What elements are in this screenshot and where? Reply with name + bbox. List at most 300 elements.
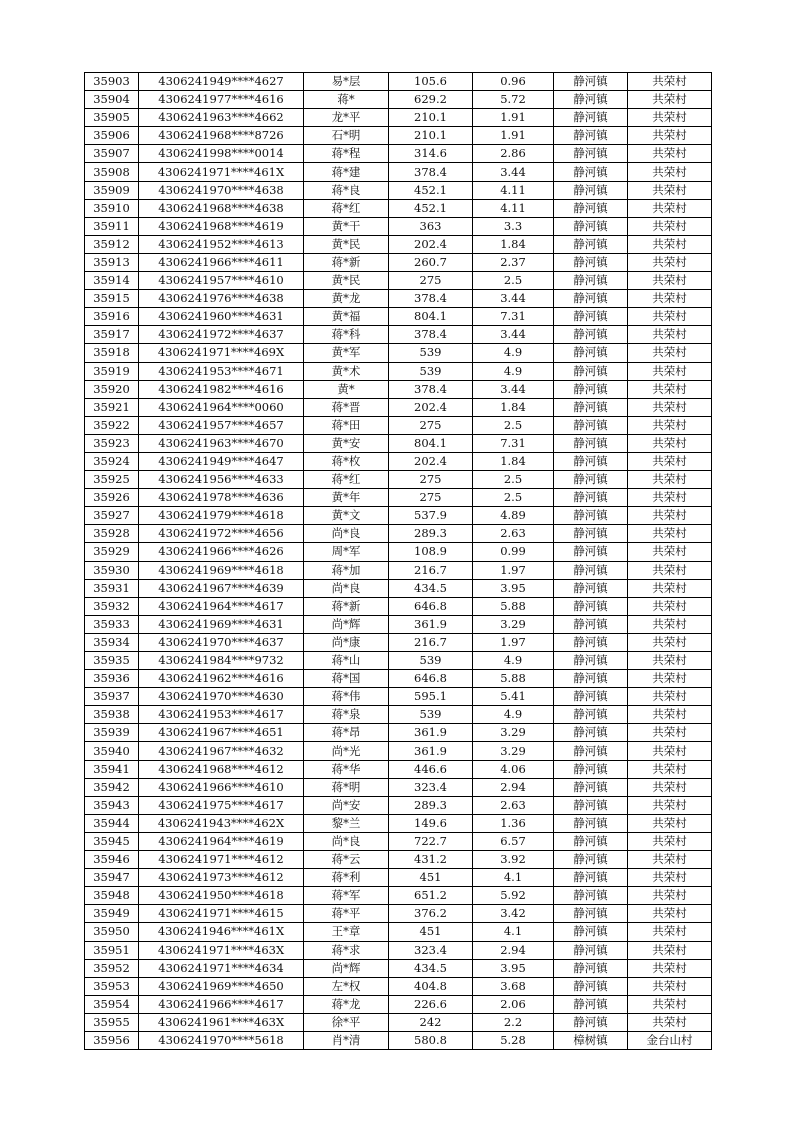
amount-cell: 314.6 <box>389 145 473 163</box>
serial-number-cell: 35911 <box>85 217 139 235</box>
village-cell: 共荣村 <box>628 851 712 869</box>
id-number-cell: 4306241971****4615 <box>139 905 304 923</box>
id-number-cell: 4306241949****4627 <box>139 73 304 91</box>
amount-cell: 242 <box>389 1013 473 1031</box>
table-row <box>85 869 712 887</box>
amount-cell: 323.4 <box>389 941 473 959</box>
village-cell: 共荣村 <box>628 959 712 977</box>
area-cell: 3.29 <box>473 724 554 742</box>
village-cell: 共荣村 <box>628 977 712 995</box>
id-number-cell: 4306241970****5618 <box>139 1031 304 1049</box>
table-row <box>85 851 712 869</box>
amount-cell: 108.9 <box>389 543 473 561</box>
town-cell: 静河镇 <box>554 814 628 832</box>
id-number-cell: 4306241964****0060 <box>139 398 304 416</box>
serial-number-cell: 35931 <box>85 579 139 597</box>
village-cell: 共荣村 <box>628 380 712 398</box>
name-cell: 黄*福 <box>304 308 389 326</box>
area-cell: 5.92 <box>473 887 554 905</box>
amount-cell: 289.3 <box>389 525 473 543</box>
village-cell: 共荣村 <box>628 362 712 380</box>
id-number-cell: 4306241969****4631 <box>139 615 304 633</box>
id-number-cell: 4306241968****4638 <box>139 199 304 217</box>
area-cell: 5.72 <box>473 91 554 109</box>
town-cell: 静河镇 <box>554 73 628 91</box>
table-row <box>85 814 712 832</box>
town-cell: 静河镇 <box>554 290 628 308</box>
town-cell: 静河镇 <box>554 633 628 651</box>
amount-cell: 275 <box>389 489 473 507</box>
amount-cell: 434.5 <box>389 959 473 977</box>
table-row <box>85 181 712 199</box>
area-cell: 1.97 <box>473 633 554 651</box>
village-cell: 共荣村 <box>628 416 712 434</box>
name-cell: 尚*安 <box>304 796 389 814</box>
village-cell: 共荣村 <box>628 706 712 724</box>
name-cell: 左*权 <box>304 977 389 995</box>
table-row <box>85 923 712 941</box>
id-number-cell: 4306241968****4619 <box>139 217 304 235</box>
serial-number-cell: 35903 <box>85 73 139 91</box>
amount-cell: 361.9 <box>389 615 473 633</box>
table-row <box>85 199 712 217</box>
name-cell: 蒋*龙 <box>304 995 389 1013</box>
name-cell: 黄*军 <box>304 344 389 362</box>
name-cell: 蒋*明 <box>304 778 389 796</box>
amount-cell: 629.2 <box>389 91 473 109</box>
village-cell: 共荣村 <box>628 796 712 814</box>
name-cell: 尚*康 <box>304 633 389 651</box>
id-number-cell: 4306241970****4638 <box>139 181 304 199</box>
village-cell: 共荣村 <box>628 326 712 344</box>
serial-number-cell: 35907 <box>85 145 139 163</box>
town-cell: 静河镇 <box>554 525 628 543</box>
table-row <box>85 163 712 181</box>
serial-number-cell: 35923 <box>85 434 139 452</box>
area-cell: 4.9 <box>473 362 554 380</box>
amount-cell: 210.1 <box>389 127 473 145</box>
area-cell: 2.5 <box>473 471 554 489</box>
area-cell: 2.5 <box>473 489 554 507</box>
name-cell: 蒋*华 <box>304 760 389 778</box>
area-cell: 1.97 <box>473 561 554 579</box>
area-cell: 5.41 <box>473 688 554 706</box>
amount-cell: 378.4 <box>389 326 473 344</box>
town-cell: 静河镇 <box>554 181 628 199</box>
town-cell: 静河镇 <box>554 127 628 145</box>
village-cell: 共荣村 <box>628 760 712 778</box>
area-cell: 4.1 <box>473 869 554 887</box>
name-cell: 蒋*晋 <box>304 398 389 416</box>
area-cell: 3.3 <box>473 217 554 235</box>
id-number-cell: 4306241998****0014 <box>139 145 304 163</box>
village-cell: 共荣村 <box>628 814 712 832</box>
village-cell: 共荣村 <box>628 742 712 760</box>
village-cell: 共荣村 <box>628 543 712 561</box>
town-cell: 静河镇 <box>554 308 628 326</box>
amount-cell: 646.8 <box>389 597 473 615</box>
amount-cell: 434.5 <box>389 579 473 597</box>
town-cell: 静河镇 <box>554 796 628 814</box>
amount-cell: 451 <box>389 869 473 887</box>
name-cell: 蒋*田 <box>304 416 389 434</box>
village-cell: 共荣村 <box>628 235 712 253</box>
area-cell: 2.63 <box>473 525 554 543</box>
village-cell: 共荣村 <box>628 91 712 109</box>
area-cell: 7.31 <box>473 308 554 326</box>
village-cell: 共荣村 <box>628 217 712 235</box>
table-row <box>85 796 712 814</box>
village-cell: 共荣村 <box>628 688 712 706</box>
table-row <box>85 543 712 561</box>
table-row <box>85 778 712 796</box>
village-cell: 共荣村 <box>628 290 712 308</box>
serial-number-cell: 35934 <box>85 633 139 651</box>
area-cell: 7.31 <box>473 434 554 452</box>
table-row <box>85 73 712 91</box>
name-cell: 黄*年 <box>304 489 389 507</box>
town-cell: 静河镇 <box>554 1013 628 1031</box>
town-cell: 静河镇 <box>554 163 628 181</box>
id-number-cell: 4306241961****463X <box>139 1013 304 1031</box>
id-number-cell: 4306241957****4610 <box>139 272 304 290</box>
id-number-cell: 4306241967****4651 <box>139 724 304 742</box>
name-cell: 蒋*加 <box>304 561 389 579</box>
amount-cell: 539 <box>389 344 473 362</box>
name-cell: 蒋*军 <box>304 887 389 905</box>
serial-number-cell: 35953 <box>85 977 139 995</box>
table-row <box>85 344 712 362</box>
town-cell: 静河镇 <box>554 217 628 235</box>
table-row <box>85 995 712 1013</box>
amount-cell: 363 <box>389 217 473 235</box>
serial-number-cell: 35917 <box>85 326 139 344</box>
id-number-cell: 4306241975****4617 <box>139 796 304 814</box>
town-cell: 静河镇 <box>554 959 628 977</box>
area-cell: 6.57 <box>473 832 554 850</box>
table-row <box>85 253 712 271</box>
town-cell: 静河镇 <box>554 887 628 905</box>
town-cell: 静河镇 <box>554 235 628 253</box>
area-cell: 3.95 <box>473 959 554 977</box>
amount-cell: 804.1 <box>389 434 473 452</box>
village-cell: 共荣村 <box>628 109 712 127</box>
table-row <box>85 561 712 579</box>
serial-number-cell: 35930 <box>85 561 139 579</box>
area-cell: 5.88 <box>473 670 554 688</box>
name-cell: 蒋*平 <box>304 905 389 923</box>
name-cell: 石*明 <box>304 127 389 145</box>
name-cell: 徐*平 <box>304 1013 389 1031</box>
village-cell: 共荣村 <box>628 434 712 452</box>
table-row <box>85 688 712 706</box>
id-number-cell: 4306241976****4638 <box>139 290 304 308</box>
area-cell: 2.5 <box>473 272 554 290</box>
name-cell: 尚*良 <box>304 832 389 850</box>
id-number-cell: 4306241970****4630 <box>139 688 304 706</box>
town-cell: 静河镇 <box>554 706 628 724</box>
village-cell: 共荣村 <box>628 73 712 91</box>
id-number-cell: 4306241968****4612 <box>139 760 304 778</box>
records-table-body <box>85 73 712 1050</box>
area-cell: 4.9 <box>473 706 554 724</box>
village-cell: 共荣村 <box>628 887 712 905</box>
village-cell: 共荣村 <box>628 561 712 579</box>
town-cell: 静河镇 <box>554 579 628 597</box>
area-cell: 4.11 <box>473 199 554 217</box>
id-number-cell: 4306241964****4619 <box>139 832 304 850</box>
id-number-cell: 4306241969****4618 <box>139 561 304 579</box>
village-cell: 共荣村 <box>628 398 712 416</box>
area-cell: 4.9 <box>473 344 554 362</box>
village-cell: 共荣村 <box>628 670 712 688</box>
area-cell: 2.94 <box>473 778 554 796</box>
name-cell: 王*章 <box>304 923 389 941</box>
name-cell: 黄*民 <box>304 272 389 290</box>
id-number-cell: 4306241977****4616 <box>139 91 304 109</box>
table-row <box>85 380 712 398</box>
serial-number-cell: 35904 <box>85 91 139 109</box>
table-row <box>85 290 712 308</box>
serial-number-cell: 35940 <box>85 742 139 760</box>
serial-number-cell: 35915 <box>85 290 139 308</box>
village-cell: 共荣村 <box>628 489 712 507</box>
amount-cell: 216.7 <box>389 561 473 579</box>
village-cell: 共荣村 <box>628 507 712 525</box>
table-row <box>85 434 712 452</box>
area-cell: 1.91 <box>473 109 554 127</box>
table-row <box>85 760 712 778</box>
serial-number-cell: 35908 <box>85 163 139 181</box>
amount-cell: 804.1 <box>389 308 473 326</box>
amount-cell: 378.4 <box>389 290 473 308</box>
serial-number-cell: 35955 <box>85 1013 139 1031</box>
amount-cell: 451 <box>389 923 473 941</box>
name-cell: 龙*平 <box>304 109 389 127</box>
serial-number-cell: 35956 <box>85 1031 139 1049</box>
serial-number-cell: 35924 <box>85 452 139 470</box>
serial-number-cell: 35941 <box>85 760 139 778</box>
id-number-cell: 4306241963****4670 <box>139 434 304 452</box>
village-cell: 共荣村 <box>628 579 712 597</box>
town-cell: 静河镇 <box>554 688 628 706</box>
town-cell: 静河镇 <box>554 109 628 127</box>
table-row <box>85 452 712 470</box>
town-cell: 静河镇 <box>554 923 628 941</box>
town-cell: 静河镇 <box>554 941 628 959</box>
table-row <box>85 742 712 760</box>
town-cell: 静河镇 <box>554 832 628 850</box>
table-row <box>85 1031 712 1049</box>
town-cell: 静河镇 <box>554 145 628 163</box>
village-cell: 共荣村 <box>628 181 712 199</box>
name-cell: 尚*辉 <box>304 615 389 633</box>
area-cell: 3.29 <box>473 615 554 633</box>
village-cell: 共荣村 <box>628 344 712 362</box>
id-number-cell: 4306241971****461X <box>139 163 304 181</box>
serial-number-cell: 35914 <box>85 272 139 290</box>
id-number-cell: 4306241960****4631 <box>139 308 304 326</box>
area-cell: 4.9 <box>473 652 554 670</box>
town-cell: 静河镇 <box>554 760 628 778</box>
name-cell: 蒋*建 <box>304 163 389 181</box>
name-cell: 黄*术 <box>304 362 389 380</box>
name-cell: 蒋* <box>304 91 389 109</box>
village-cell: 共荣村 <box>628 199 712 217</box>
amount-cell: 289.3 <box>389 796 473 814</box>
id-number-cell: 4306241953****4617 <box>139 706 304 724</box>
id-number-cell: 4306241963****4662 <box>139 109 304 127</box>
village-cell: 共荣村 <box>628 832 712 850</box>
id-number-cell: 4306241971****463X <box>139 941 304 959</box>
village-cell: 共荣村 <box>628 452 712 470</box>
table-row <box>85 217 712 235</box>
id-number-cell: 4306241943****462X <box>139 814 304 832</box>
table-row <box>85 362 712 380</box>
name-cell: 蒋*昂 <box>304 724 389 742</box>
amount-cell: 431.2 <box>389 851 473 869</box>
town-cell: 静河镇 <box>554 742 628 760</box>
serial-number-cell: 35933 <box>85 615 139 633</box>
town-cell: 静河镇 <box>554 471 628 489</box>
town-cell: 静河镇 <box>554 869 628 887</box>
table-row <box>85 272 712 290</box>
table-row <box>85 127 712 145</box>
area-cell: 3.68 <box>473 977 554 995</box>
serial-number-cell: 35921 <box>85 398 139 416</box>
town-cell: 静河镇 <box>554 199 628 217</box>
name-cell: 蒋*科 <box>304 326 389 344</box>
amount-cell: 378.4 <box>389 380 473 398</box>
id-number-cell: 4306241966****4617 <box>139 995 304 1013</box>
serial-number-cell: 35950 <box>85 923 139 941</box>
serial-number-cell: 35945 <box>85 832 139 850</box>
town-cell: 静河镇 <box>554 91 628 109</box>
amount-cell: 260.7 <box>389 253 473 271</box>
amount-cell: 105.6 <box>389 73 473 91</box>
table-row <box>85 905 712 923</box>
town-cell: 静河镇 <box>554 326 628 344</box>
serial-number-cell: 35909 <box>85 181 139 199</box>
table-row <box>85 91 712 109</box>
serial-number-cell: 35905 <box>85 109 139 127</box>
id-number-cell: 4306241967****4639 <box>139 579 304 597</box>
village-cell: 共荣村 <box>628 471 712 489</box>
table-row <box>85 235 712 253</box>
serial-number-cell: 35949 <box>85 905 139 923</box>
town-cell: 樟树镇 <box>554 1031 628 1049</box>
table-row <box>85 941 712 959</box>
village-cell: 共荣村 <box>628 597 712 615</box>
serial-number-cell: 35938 <box>85 706 139 724</box>
name-cell: 蒋*枚 <box>304 452 389 470</box>
town-cell: 静河镇 <box>554 489 628 507</box>
serial-number-cell: 35925 <box>85 471 139 489</box>
village-cell: 共荣村 <box>628 869 712 887</box>
amount-cell: 202.4 <box>389 398 473 416</box>
name-cell: 黄*文 <box>304 507 389 525</box>
name-cell: 蒋*云 <box>304 851 389 869</box>
amount-cell: 539 <box>389 652 473 670</box>
amount-cell: 537.9 <box>389 507 473 525</box>
amount-cell: 361.9 <box>389 724 473 742</box>
serial-number-cell: 35952 <box>85 959 139 977</box>
village-cell: 共荣村 <box>628 308 712 326</box>
amount-cell: 446.6 <box>389 760 473 778</box>
serial-number-cell: 35912 <box>85 235 139 253</box>
serial-number-cell: 35913 <box>85 253 139 271</box>
village-cell: 金台山村 <box>628 1031 712 1049</box>
amount-cell: 595.1 <box>389 688 473 706</box>
village-cell: 共荣村 <box>628 253 712 271</box>
table-row <box>85 398 712 416</box>
amount-cell: 210.1 <box>389 109 473 127</box>
id-number-cell: 4306241949****4647 <box>139 452 304 470</box>
table-row <box>85 887 712 905</box>
area-cell: 3.42 <box>473 905 554 923</box>
town-cell: 静河镇 <box>554 452 628 470</box>
serial-number-cell: 35954 <box>85 995 139 1013</box>
town-cell: 静河镇 <box>554 724 628 742</box>
town-cell: 静河镇 <box>554 272 628 290</box>
serial-number-cell: 35942 <box>85 778 139 796</box>
id-number-cell: 4306241982****4616 <box>139 380 304 398</box>
area-cell: 1.84 <box>473 452 554 470</box>
serial-number-cell: 35928 <box>85 525 139 543</box>
name-cell: 尚*良 <box>304 579 389 597</box>
serial-number-cell: 35922 <box>85 416 139 434</box>
area-cell: 3.44 <box>473 290 554 308</box>
area-cell: 3.29 <box>473 742 554 760</box>
id-number-cell: 4306241967****4632 <box>139 742 304 760</box>
area-cell: 5.88 <box>473 597 554 615</box>
serial-number-cell: 35920 <box>85 380 139 398</box>
serial-number-cell: 35944 <box>85 814 139 832</box>
amount-cell: 202.4 <box>389 452 473 470</box>
name-cell: 蒋*新 <box>304 253 389 271</box>
id-number-cell: 4306241956****4633 <box>139 471 304 489</box>
town-cell: 静河镇 <box>554 416 628 434</box>
village-cell: 共荣村 <box>628 923 712 941</box>
table-row <box>85 670 712 688</box>
name-cell: 黄*民 <box>304 235 389 253</box>
table-row <box>85 633 712 651</box>
name-cell: 蒋*新 <box>304 597 389 615</box>
area-cell: 1.84 <box>473 235 554 253</box>
name-cell: 肖*清 <box>304 1031 389 1049</box>
amount-cell: 216.7 <box>389 633 473 651</box>
town-cell: 静河镇 <box>554 398 628 416</box>
amount-cell: 580.8 <box>389 1031 473 1049</box>
name-cell: 蒋*程 <box>304 145 389 163</box>
serial-number-cell: 35935 <box>85 652 139 670</box>
village-cell: 共荣村 <box>628 995 712 1013</box>
town-cell: 静河镇 <box>554 507 628 525</box>
amount-cell: 539 <box>389 706 473 724</box>
area-cell: 4.11 <box>473 181 554 199</box>
town-cell: 静河镇 <box>554 434 628 452</box>
serial-number-cell: 35932 <box>85 597 139 615</box>
serial-number-cell: 35951 <box>85 941 139 959</box>
id-number-cell: 4306241964****4617 <box>139 597 304 615</box>
table-row <box>85 652 712 670</box>
village-cell: 共荣村 <box>628 778 712 796</box>
name-cell: 尚*光 <box>304 742 389 760</box>
name-cell: 黎*兰 <box>304 814 389 832</box>
area-cell: 3.44 <box>473 326 554 344</box>
table-row <box>85 471 712 489</box>
table-row <box>85 724 712 742</box>
